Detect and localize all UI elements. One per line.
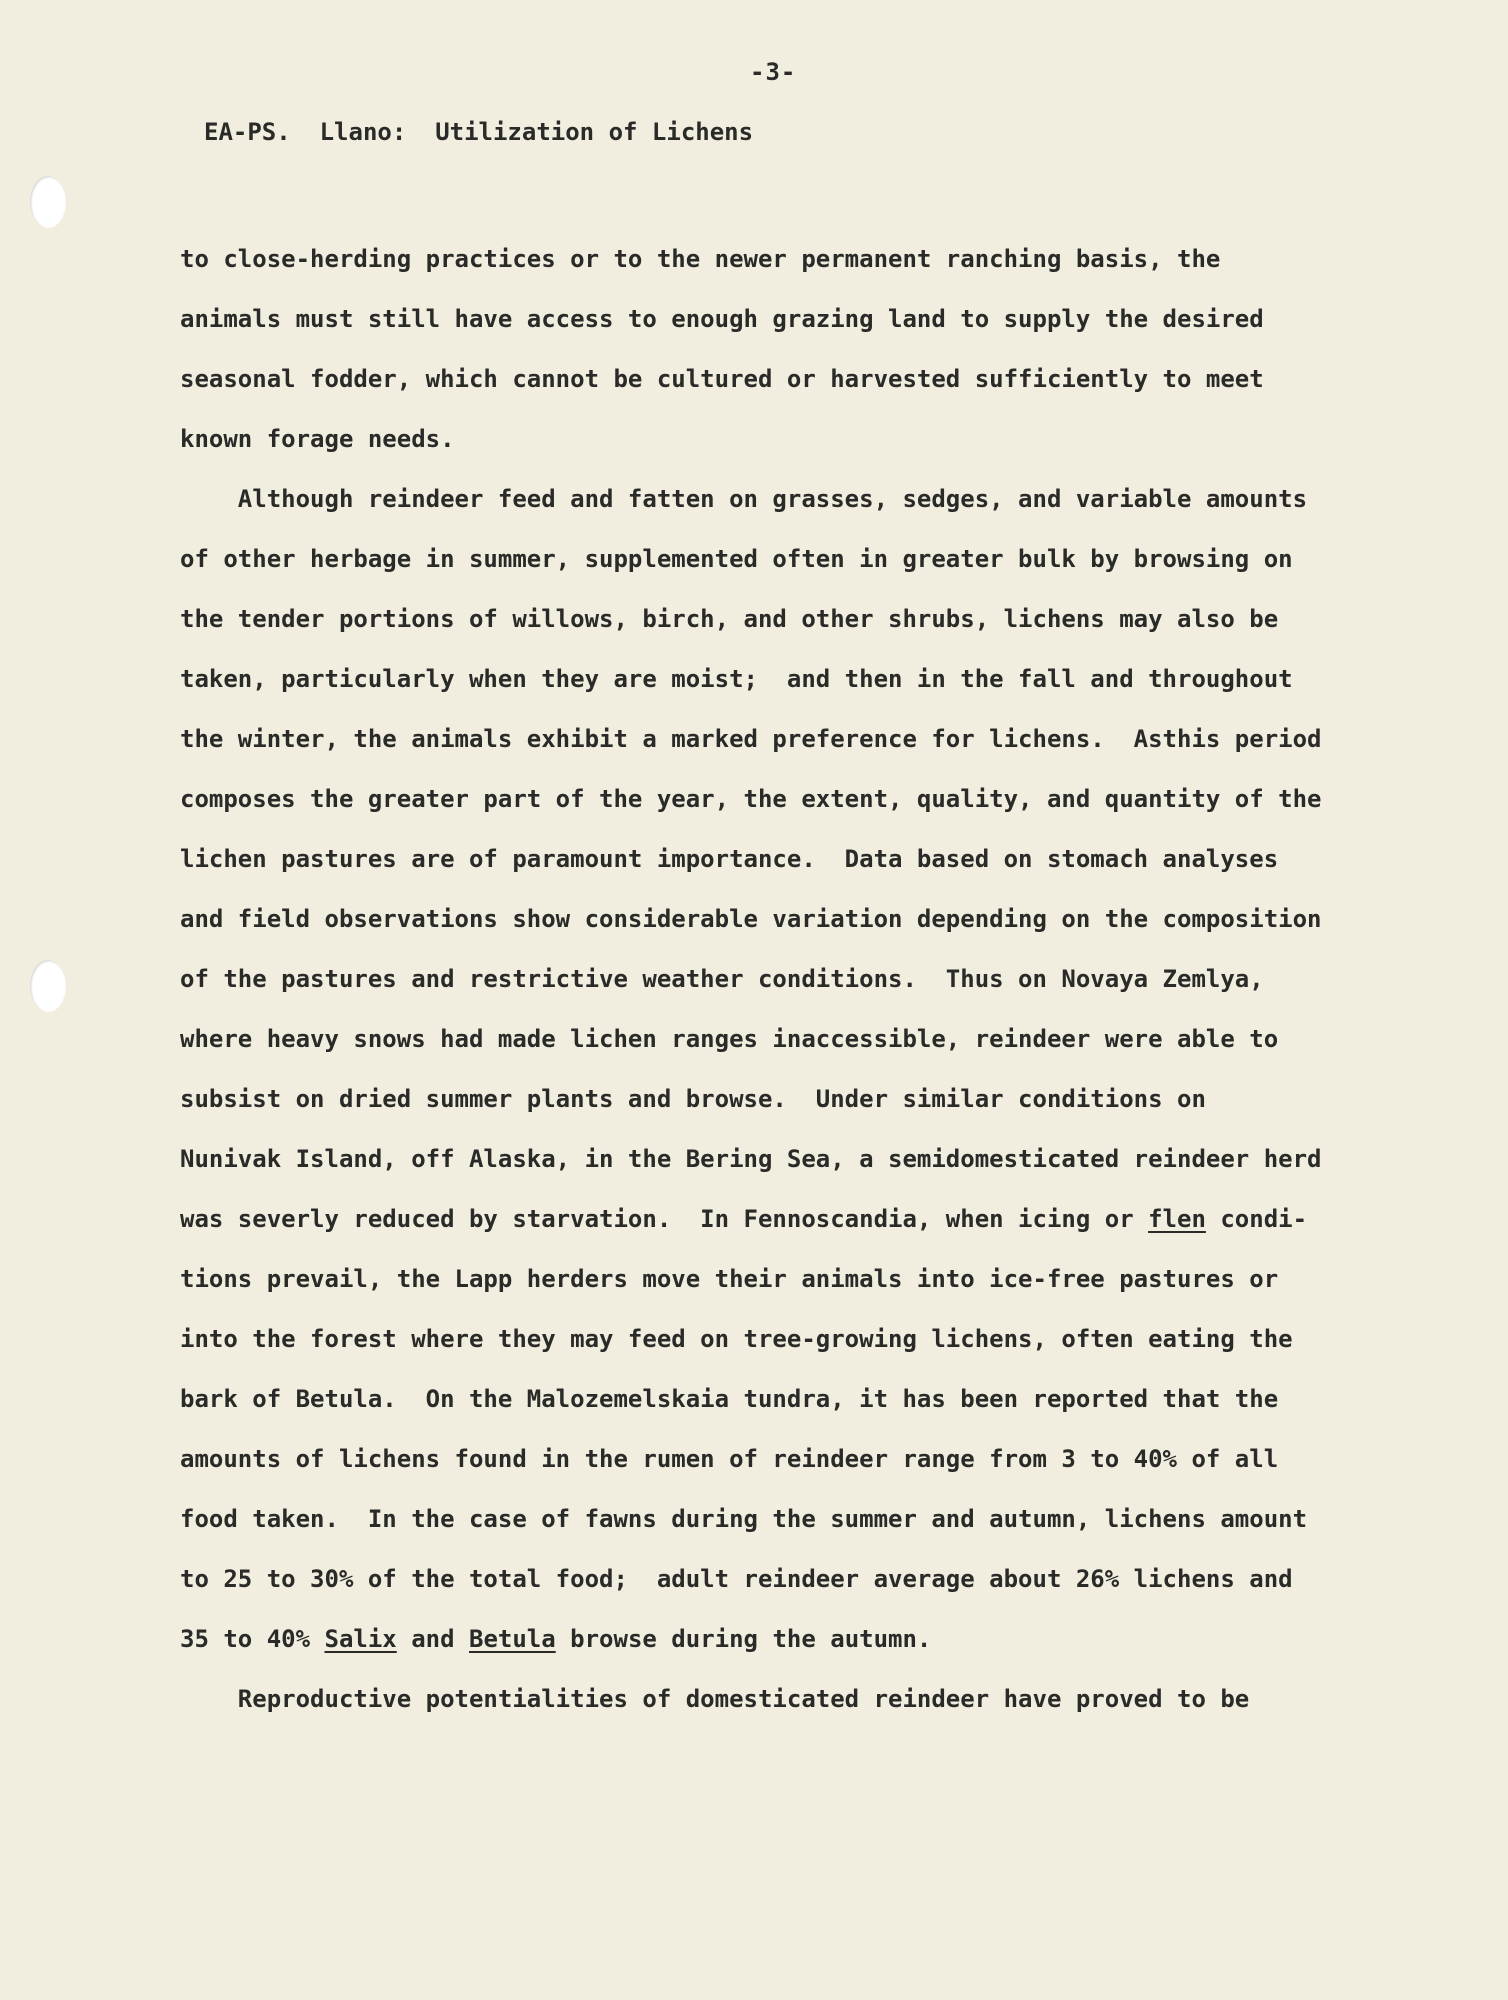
text-line: bark of Betula. On the Malozemelskaia tundra, it has been reported that the: [180, 1385, 1279, 1413]
underlined-term: flen: [1148, 1205, 1206, 1233]
text-line: where heavy snows had made lichen ranges inaccessible, reindeer were able to: [180, 1025, 1279, 1053]
text-line: Although reindeer feed and fatten on grasses, sedges, and variable amounts: [180, 485, 1308, 513]
text-line: to 25 to 30% of the total food; adult reindeer average about 26% lichens and: [180, 1565, 1293, 1593]
text-line: of other herbage in summer, supplemented often in greater bulk by browsing on: [180, 545, 1293, 573]
text-line: animals must still have access to enough grazing land to supply the desired: [180, 305, 1264, 333]
text-line: subsist on dried summer plants and browse. Under similar conditions on: [180, 1085, 1206, 1113]
punch-hole: [30, 176, 66, 228]
text-segment: 35 to 40%: [180, 1625, 311, 1653]
text-line: composes the greater part of the year, the extent, quality, and quantity of the: [180, 785, 1322, 813]
text-line: taken, particularly when they are moist; and then in the fall and throughout: [180, 665, 1293, 693]
text-line: food taken. In the case of fawns during the summer and autumn, lichens amount: [180, 1505, 1308, 1533]
page-number: -3-: [750, 58, 797, 86]
text-segment: condi-: [1205, 1205, 1308, 1233]
running-head: EA-PS. Llano: Utilization of Lichens: [204, 118, 754, 146]
text-segment: was severly reduced by starvation. In Fennoscandia, when icing or: [180, 1205, 1134, 1233]
text-line: known forage needs.: [180, 425, 455, 453]
text-line: Nunivak Island, off Alaska, in the Bering Sea, a semidomesticated reindeer herd: [180, 1145, 1322, 1173]
text-line: into the forest where they may feed on tree-growing lichens, often eating the: [180, 1325, 1293, 1353]
text-line: seasonal fodder, which cannot be cultured or harvested sufficiently to meet: [180, 365, 1264, 393]
text-line: [180, 1620, 1450, 1680]
text-segment: and: [396, 1625, 469, 1653]
text-line: the winter, the animals exhibit a marked preference for lichens. Asthis period: [180, 725, 1322, 753]
text-line: and field observations show considerable variation depending on the composition: [180, 905, 1322, 933]
text-line: Reproductive potentialities of domesticated reindeer have proved to be: [180, 1685, 1250, 1713]
punch-hole: [30, 960, 66, 1012]
underlined-term: Salix: [324, 1625, 397, 1653]
text-line: the tender portions of willows, birch, and other shrubs, lichens may also be: [180, 605, 1279, 633]
text-line: of the pastures and restrictive weather conditions. Thus on Novaya Zemlya,: [180, 965, 1264, 993]
text-line: tions prevail, the Lapp herders move their animals into ice-free pastures or: [180, 1265, 1279, 1293]
text-line: to close-herding practices or to the newer permanent ranching basis, the: [180, 245, 1221, 273]
text-line: amounts of lichens found in the rumen of reindeer range from 3 to 40% of all: [180, 1445, 1279, 1473]
body-text: [180, 240, 1450, 1740]
text-line: lichen pastures are of paramount importance. Data based on stomach analyses: [180, 845, 1279, 873]
text-segment: browse during the autumn.: [555, 1625, 932, 1653]
underlined-term: Betula: [469, 1625, 556, 1653]
text-line: [180, 1200, 1450, 1260]
